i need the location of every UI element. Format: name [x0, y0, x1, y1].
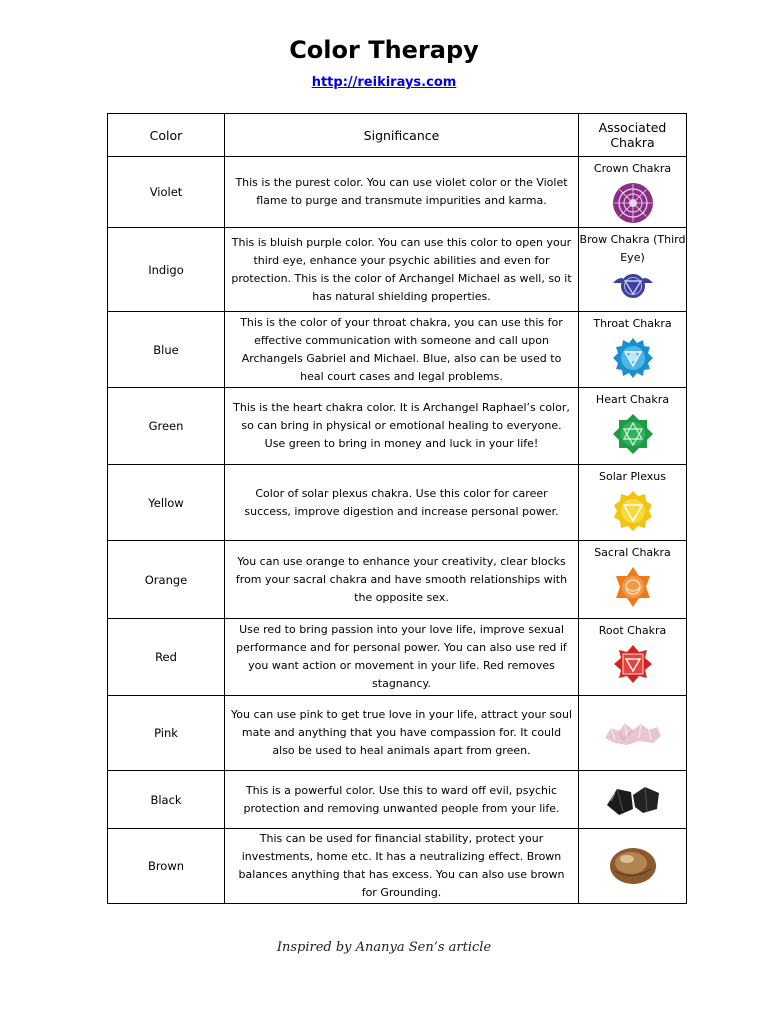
chakra-name: Brow Chakra (Third Eye)	[579, 233, 686, 264]
chakra-cell	[579, 829, 687, 904]
chakra-cell	[579, 619, 687, 696]
color-name: Violet	[108, 157, 225, 228]
sacral-chakra-icon	[612, 566, 654, 608]
solar-plexus-chakra-icon	[612, 490, 654, 532]
significance-text: You can use orange to enhance your creativity, clear blocks from your sacral chakra and have smooth relationships with the opposite sex.	[225, 541, 579, 619]
table-row	[108, 465, 687, 541]
significance-text: Use red to bring passion into your love life, improve sexual performance and for personal power. You can also use red if you want action or movement in your life. Red removes stagnancy.	[225, 619, 579, 696]
table-row	[108, 228, 687, 312]
significance-text: This can be used for financial stability, protect your investments, home etc. It has a neutralizing effect. Brown balances anything that has excess. You can also use brown for Grounding.	[225, 829, 579, 904]
header-associated-chakra: Associated Chakra	[579, 114, 687, 157]
significance-text: You can use pink to get true love in your life, attract your soul mate and anything that you have compassion for. It could also be used to heal animals apart from green.	[225, 696, 579, 771]
chakra-cell	[579, 541, 687, 619]
significance-text: This is the purest color. You can use violet color or the Violet flame to purge and transmute impurities and karma.	[225, 157, 579, 228]
heart-chakra-icon	[612, 413, 654, 455]
significance-text: This is a powerful color. Use this to ward off evil, psychic protection and removing unwanted people from your life.	[225, 771, 579, 829]
page-title: Color Therapy	[289, 36, 479, 64]
significance-text: This is the color of your throat chakra, you can use this for effective communication with someone and call upon Archangels Gabriel and Michael. Blue, also can be used to heal court cases and legal problems.	[225, 312, 579, 388]
table-row	[108, 388, 687, 465]
chakra-cell	[579, 465, 687, 541]
brown-stone-icon	[607, 845, 659, 887]
header-color: Color	[108, 114, 225, 157]
color-name: Blue	[108, 312, 225, 388]
chakra-cell	[579, 228, 687, 312]
website-link[interactable]: http://reikirays.com	[311, 75, 457, 90]
color-name: Green	[108, 388, 225, 465]
color-name: Orange	[108, 541, 225, 619]
chakra-name: Heart Chakra	[595, 393, 670, 406]
color-name: Yellow	[108, 465, 225, 541]
color-therapy-table	[107, 113, 687, 904]
chakra-name: Root Chakra	[598, 624, 667, 637]
throat-chakra-icon	[612, 337, 654, 379]
crown-chakra-icon	[612, 182, 654, 224]
rose-quartz-crystal-icon	[601, 718, 665, 748]
significance-text: This is the heart chakra color. It is Archangel Raphael’s color, so can bring in physical or emotional healing to everyone. Use green to bring in money and luck in your life!	[225, 388, 579, 465]
color-name: Black	[108, 771, 225, 829]
color-name: Pink	[108, 696, 225, 771]
chakra-cell	[579, 696, 687, 771]
table-row	[108, 157, 687, 228]
chakra-cell	[579, 157, 687, 228]
black-tourmaline-stone-icon	[603, 783, 663, 817]
chakra-cell	[579, 388, 687, 465]
brow-chakra-icon	[611, 271, 655, 301]
table-row	[108, 696, 687, 771]
color-name: Red	[108, 619, 225, 696]
chakra-cell	[579, 771, 687, 829]
chakra-name: Solar Plexus	[598, 470, 666, 483]
color-name: Brown	[108, 829, 225, 904]
table-row	[108, 829, 687, 904]
significance-text: Color of solar plexus chakra. Use this color for career success, improve digestion and increase personal power.	[225, 465, 579, 541]
table-row	[108, 312, 687, 388]
chakra-name: Sacral Chakra	[594, 546, 671, 559]
chakra-cell	[579, 312, 687, 388]
chakra-name: Crown Chakra	[593, 162, 672, 175]
table-row	[108, 771, 687, 829]
root-chakra-icon	[613, 644, 653, 684]
significance-text: This is bluish purple color. You can use this color to open your third eye, enhance your psychic abilities and even for protection. This is the color of Archangel Michael as well, so it has natural shielding properties.	[225, 228, 579, 312]
table-row	[108, 619, 687, 696]
table-header-row	[108, 114, 687, 157]
footer-credit: Inspired by Ananya Sen’s article	[276, 940, 492, 955]
color-name: Indigo	[108, 228, 225, 312]
header-significance: Significance	[225, 114, 579, 157]
table-row	[108, 541, 687, 619]
chakra-name: Throat Chakra	[593, 317, 672, 330]
